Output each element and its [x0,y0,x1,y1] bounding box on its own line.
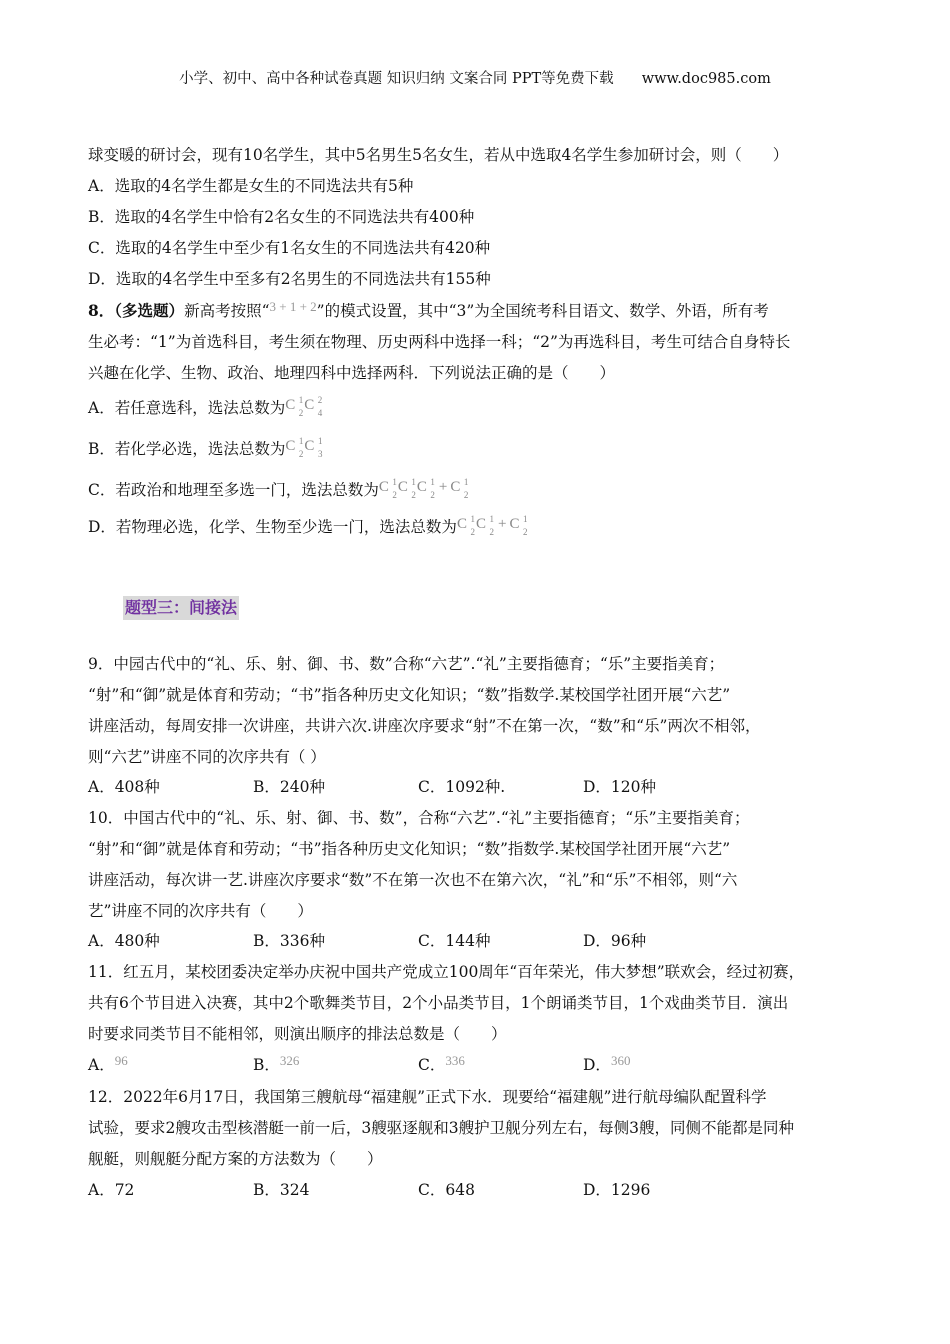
q12-stem-line2: 试验，要求2艘攻击型核潜艇一前一后，3艘驱逐舰和3艘护卫舰分列左右，每侧3艘，同侧不能都是同种 [88,1119,794,1137]
q9-stem-line1: 9．中园古代中的“礼、乐、射、御、书、数”合称“六艺”.“礼”主要指德育；“乐”主要指美育； [88,655,725,673]
q11-option-c [418,1054,465,1077]
q10-option-c: C．144种 [418,932,491,950]
term-sup: 1 [463,477,469,487]
option-label: A． [88,1056,115,1074]
q9-stem-line3: 讲座活动，每周安排一次讲座，共讲六次.讲座次序要求“射”不在第一次，“数”和“乐”两次不相邻， [88,717,761,735]
q10-stem-line1: 10．中国古代中的“礼、乐、射、御、书、数”，合称“六艺”.“礼”主要指德育；“乐”主要指美育； [88,809,750,827]
option-label: C． [418,1056,446,1074]
q9-option-a: A．408种 [88,778,160,796]
option-value: 96 [114,1053,128,1068]
q9-option-d: D．120种 [583,778,657,796]
q8-number: 8． [88,301,115,320]
term-sub: 2 [489,527,494,537]
section-title: 题型三：间接法 [123,596,239,620]
q11-option-d [583,1054,630,1077]
q12-option-d: D．1296 [583,1181,651,1199]
q8-stem-a: 新高考按照“ [184,302,270,320]
combination-term: C 1 2 [285,435,304,457]
term-sup: 2 [317,395,323,405]
q8-option-a [88,397,323,420]
combination-formula [285,394,323,416]
option-text: B．若化学必选，选法总数为 [88,440,286,458]
q12-stem-line1: 12．2022年6月17日，我国第三艘航母“福建舰”正式下水．现要给“福建舰”进行航母编队配置科学 [88,1088,767,1106]
q8-option-c [88,479,469,502]
term-sup: 1 [470,514,475,524]
combination-term: C 1 2 [285,394,304,416]
term-sub: 2 [392,490,397,500]
q10-option-b: B．336种 [253,932,325,950]
term-sup: 1 [489,514,494,524]
q11-option-b [253,1054,299,1077]
term-sub: 2 [463,490,469,500]
term-sup: 1 [411,477,416,487]
plus-sign: + [438,479,448,495]
combination-formula [285,435,323,457]
q8-option-b [88,438,323,461]
q8-model: 3 + 1 + 2 [269,299,317,314]
term-sup: 1 [298,395,304,405]
term-sub: 2 [522,527,528,537]
q8-stem-line1 [88,300,769,323]
combination-term: C 1 2 [379,476,398,498]
option-text: A．若任意选科，选法总数为 [88,399,286,417]
combination-formula [457,513,529,535]
q8-stem-line2: 生必考：“1”为首选科目，考生须在物理、历史两科中选择一科；“2”为再选科目，考生可结合自身特长 [88,333,791,351]
q8-stem-line3: 兴趣在化学、生物、政治、地理四科中选择两科．下列说法正确的是（ ） [88,364,616,382]
option-value: 360 [610,1053,631,1068]
q9-option-b: B．240种 [253,778,325,796]
term-sup: 1 [392,477,397,487]
q11-stem-line2: 共有6个节目进入决赛，其中2个歌舞类节目，2个小品类节目，1个朗诵类节目，1个戏曲类节目．演出 [88,994,789,1012]
q11-option-a [88,1054,128,1077]
q12-option-b: B．324 [253,1181,310,1199]
q10-option-a: A．480种 [88,932,160,950]
combination-term: C 1 2 [509,513,528,535]
q10-stem-line4: 艺”讲座不同的次序共有（ ） [88,902,313,920]
q7-stem: 球变暖的研讨会，现有10名学生，其中5名男生5名女生，若从中选取4名学生参加研讨会，则（ ） [88,146,789,164]
q7-option-d: D．选取的4名学生中至多有2名男生的不同选法共有155种 [88,270,491,288]
q9-stem-line4: 则“六艺”讲座不同的次序共有（ ） [88,748,326,766]
q11-stem-line1: 11．红五月，某校团委决定举办庆祝中国共产党成立100周年“百年荣光，伟大梦想”联欢会，经过初赛， [88,963,805,981]
option-value: 326 [279,1053,300,1068]
option-value: 336 [445,1053,465,1068]
q12-option-a: A．72 [88,1181,135,1199]
option-text: D．若物理必选，化学、生物至少选一门，选法总数为 [88,518,457,536]
header-url: www.doc985.com [641,71,771,87]
term-sup: 1 [430,477,435,487]
term-sup: 1 [298,436,304,446]
q12-option-c: C．648 [418,1181,475,1199]
page-header [0,68,950,90]
q7-option-b: B．选取的4名学生中恰有2名女生的不同选法共有400种 [88,208,475,226]
term-sub: 2 [411,490,416,500]
combination-term: C 1 2 [457,513,476,535]
q10-stem-line3: 讲座活动，每次讲一艺.讲座次序要求“数”不在第一次也不在第六次，“礼”和“乐”不相邻，则“六 [88,871,738,889]
q9-option-c: C．1092种. [418,778,506,796]
combination-term: C 2 4 [304,394,323,416]
term-sup: 1 [522,514,528,524]
term-sub: 2 [470,527,475,537]
combination-term: C 1 2 [450,476,469,498]
combination-term: C 1 2 [476,513,495,535]
q7-option-c: C．选取的4名学生中至少有1名女生的不同选法共有420种 [88,239,491,257]
plus-sign: + [497,516,507,532]
term-sub: 2 [430,490,435,500]
term-sub: 4 [317,408,323,418]
q8-option-d [88,516,528,539]
q10-option-d: D．96种 [583,932,647,950]
combination-term: C 1 2 [417,476,436,498]
combination-term: C 1 3 [304,435,323,457]
term-sub: 2 [298,408,304,418]
q11-stem-line3: 时要求同类节目不能相邻，则演出顺序的排法总数是（ ） [88,1025,507,1043]
combination-formula [379,476,470,498]
q12-stem-line3: 舰艇，则舰艇分配方案的方法数为（ ） [88,1150,383,1168]
header-text: 小学、初中、高中各种试卷真题 知识归纳 文案合同 PPT等免费下载 [179,71,614,87]
q10-stem-line2: “射”和“御”就是体育和劳动；“书”指各种历史文化知识；“数”指数学.某校国学社团开展“六艺” [88,840,731,858]
q7-option-a: A．选取的4名学生都是女生的不同选法共有5种 [88,177,414,195]
q8-tag: （多选题） [114,301,185,320]
option-text: C．若政治和地理至多选一门，选法总数为 [88,481,379,499]
term-sub: 2 [298,449,304,459]
option-label: B． [253,1056,280,1074]
q8-stem-b: ”的模式设置，其中“3”为全国统考科目语文、数学、外语，所有考 [316,302,769,320]
term-sup: 1 [317,436,323,446]
combination-term: C 1 2 [398,476,417,498]
q9-stem-line2: “射”和“御”就是体育和劳动；“书”指各种历史文化知识；“数”指数学.某校国学社团开展“六艺” [88,686,731,704]
term-sub: 3 [317,449,323,459]
option-label: D． [583,1056,611,1074]
